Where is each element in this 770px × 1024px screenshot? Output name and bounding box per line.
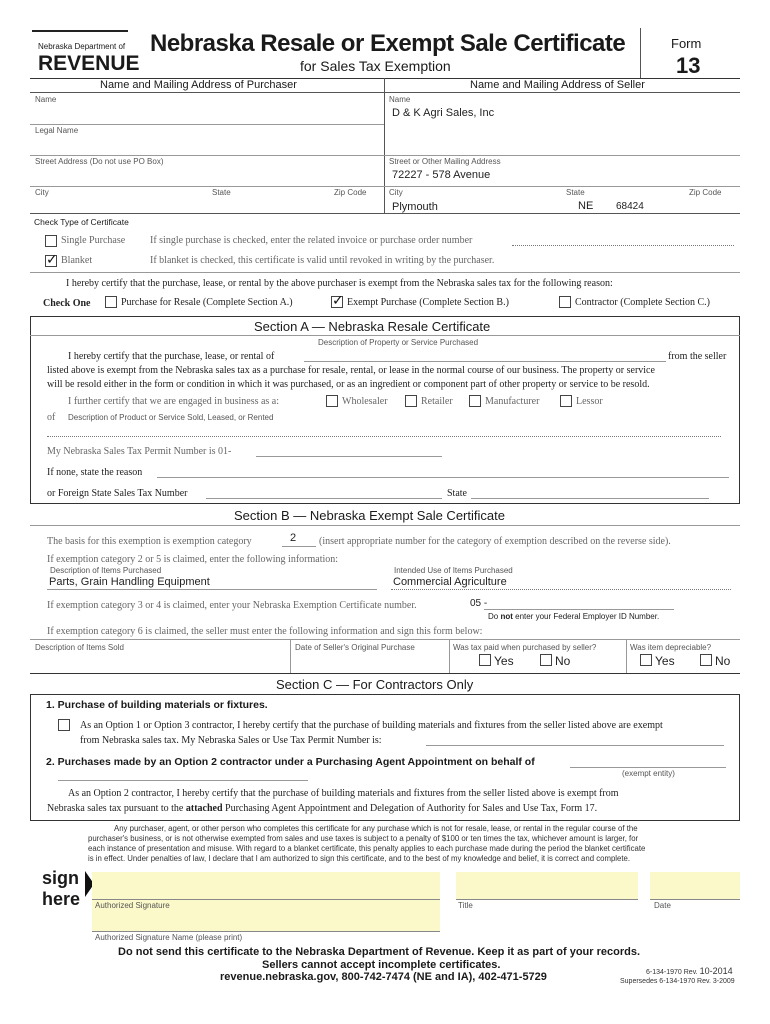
section-a-property-line[interactable] xyxy=(304,361,666,362)
section-a-title-rule xyxy=(30,335,740,336)
purchaser-name-field[interactable] xyxy=(33,104,381,123)
disclaimer-line-4: is in effect. Under penalties of law, I declare that I am authorized to sign this certificate, and to the best of my knowledge and belief, it is correct and complete. xyxy=(88,854,631,863)
supersedes-text: Supersedes 6-134-1970 Rev. 3-2009 xyxy=(620,978,735,985)
sign-word: sign xyxy=(42,868,80,888)
cert-prefix: 05 - xyxy=(470,598,488,609)
tax-paid-no-checkbox[interactable] xyxy=(540,654,552,666)
c1-line1: As an Option 1 or Option 3 contractor, I hereby certify that the purchase of building materials and fixtures from the seller listed above are exempt xyxy=(80,720,663,731)
seller-name-value[interactable]: D & K Agri Sales, Inc xyxy=(392,107,495,119)
title-label: Title xyxy=(458,901,473,910)
exempt-entity-line2[interactable] xyxy=(58,780,308,781)
col-divider-1 xyxy=(290,639,291,673)
purchaser-legal-name-field[interactable] xyxy=(33,135,381,154)
exempt-entity-label: (exempt entity) xyxy=(622,769,675,778)
seller-zip-label: Zip Code xyxy=(689,188,722,197)
address-heading-rule xyxy=(30,92,740,93)
foreign-permit-label: or Foreign State Sales Tax Number xyxy=(47,488,188,499)
section-b-title-rule xyxy=(30,525,740,526)
logo-revenue: REVENUE xyxy=(38,52,140,75)
purchaser-legal-rule xyxy=(30,155,384,156)
fein-note-post: enter your Federal Employer ID Number. xyxy=(512,612,660,621)
contractor-checkbox[interactable] xyxy=(559,296,571,308)
title-field[interactable] xyxy=(456,872,638,899)
tax-paid-yes-checkbox[interactable] xyxy=(479,654,491,666)
purchaser-city-label: City xyxy=(35,188,49,197)
reason-line[interactable] xyxy=(157,477,729,478)
c2-line2-post: Purchasing Agent Appointment and Delegation of Authority for Sales and Use Tax, Form 17. xyxy=(222,803,598,814)
option1-checkbox[interactable] xyxy=(58,719,70,731)
contractor-label: Contractor (Complete Section C.) xyxy=(575,297,710,308)
col-tax-paid: Was tax paid when purchased by seller? xyxy=(453,643,597,652)
seller-name-rule xyxy=(384,155,740,156)
seller-street-label: Street or Other Mailing Address xyxy=(389,157,501,166)
col-items-sold: Description of Items Sold xyxy=(35,643,124,652)
revision-code-text: 6-134-1970 Rev. xyxy=(646,969,698,976)
retailer-checkbox[interactable] xyxy=(405,395,417,407)
single-purchase-text: If single purchase is checked, enter the related invoice or purchase order number xyxy=(150,235,473,246)
title-rule xyxy=(456,899,638,900)
seller-state-label: State xyxy=(566,188,585,197)
section-a-line1-end: from the seller xyxy=(668,351,727,362)
section-a-desc-label: Description of Property or Service Purchased xyxy=(318,338,479,347)
authorized-signature-label: Authorized Signature xyxy=(95,901,170,910)
foreign-state-line[interactable] xyxy=(471,498,709,499)
cat25-line: If exemption category 2 or 5 is claimed, enter the following information: xyxy=(47,554,339,565)
section-a-line1: I hereby certify that the purchase, lease, or rental of xyxy=(68,351,275,362)
cat6-table-bottom xyxy=(30,673,740,674)
lessor-checkbox[interactable] xyxy=(560,395,572,407)
exempt-entity-line[interactable] xyxy=(570,767,726,768)
depreciable-yes-checkbox[interactable] xyxy=(640,654,652,666)
check-one-label: Check One xyxy=(43,298,91,309)
tax-paid-yes-label: Yes xyxy=(494,654,514,668)
intended-use-line xyxy=(391,589,731,590)
col-divider-2 xyxy=(449,639,450,673)
purchaser-state-label: State xyxy=(212,188,231,197)
name-print-label: Authorized Signature Name (please print) xyxy=(95,933,243,942)
basis-value[interactable]: 2 xyxy=(290,532,297,544)
items-purchased-label: Description of Items Purchased xyxy=(50,566,162,575)
revision-code xyxy=(646,966,733,976)
header-divider xyxy=(640,28,641,78)
section-b-title: Section B — Nebraska Exempt Sale Certificate xyxy=(234,508,505,523)
permit-label: My Nebraska Sales Tax Permit Number is 01- xyxy=(47,446,232,457)
purchaser-legal-name-label: Legal Name xyxy=(35,126,79,135)
purchaser-street-field[interactable] xyxy=(33,166,381,185)
purchaser-name-rule xyxy=(30,124,384,125)
footer-line-1: Do not send this certificate to the Nebraska Department of Revenue. Keep it as part of your records. xyxy=(118,946,641,958)
form-subtitle: for Sales Tax Exemption xyxy=(300,58,451,74)
col-date-purchase: Date of Seller's Original Purchase xyxy=(295,643,415,652)
seller-name-label: Name xyxy=(389,95,411,104)
seller-heading: Name and Mailing Address of Seller xyxy=(470,79,645,91)
items-purchased-line xyxy=(47,589,377,590)
c2-line2-bold: attached xyxy=(185,803,223,814)
c1-line2: from Nebraska sales tax. My Nebraska Sales or Use Tax Permit Number is: xyxy=(80,735,382,746)
c2-line1: As an Option 2 contractor, I hereby certify that the purchase of building materials and fixtures from the seller listed above is exempt from xyxy=(68,788,619,799)
footer-line-3: revenue.nebraska.gov, 800-742-7474 (NE and IA), 402-471-5729 xyxy=(220,971,547,983)
fein-note-pre: Do xyxy=(488,612,501,621)
depreciable-no-checkbox[interactable] xyxy=(700,654,712,666)
section-a-line3: will be resold either in the form or condition in which it was purchased, or as an ingredient or component part of other property or service to be resold. xyxy=(47,379,650,390)
resale-checkbox[interactable] xyxy=(105,296,117,308)
permit-number-line[interactable] xyxy=(256,456,442,457)
blanket-checkbox[interactable] xyxy=(45,255,57,267)
form-title: Nebraska Resale or Exempt Sale Certificate xyxy=(150,30,626,57)
further-certify: I further certify that we are engaged in business as a: xyxy=(68,396,280,407)
foreign-permit-line[interactable] xyxy=(206,498,442,499)
section-c-title: Section C — For Contractors Only xyxy=(276,677,474,692)
department-logo xyxy=(32,30,140,76)
logo-dept-line: Nebraska Department of xyxy=(38,42,126,51)
manufacturer-label: Manufacturer xyxy=(485,396,540,407)
form-label: Form xyxy=(671,36,702,51)
cat34-line: If exemption category 3 or 4 is claimed, enter your Nebraska Exemption Certificate number. xyxy=(47,600,417,611)
certificate-type-heading: Check Type of Certificate xyxy=(34,217,129,227)
depreciable-no-label: No xyxy=(715,654,731,668)
cat6-line: If exemption category 6 is claimed, the seller must enter the following information and sign this form below: xyxy=(47,626,483,637)
wholesaler-checkbox[interactable] xyxy=(326,395,338,407)
seller-street-value[interactable]: 72227 - 578 Avenue xyxy=(392,169,491,181)
foreign-state-label: State xyxy=(447,488,467,499)
blanket-label: Blanket xyxy=(61,255,93,266)
disclaimer-block xyxy=(88,824,645,864)
c2-heading: 2. Purchases made by an Option 2 contractor under a Purchasing Agent Appointment on behalf of xyxy=(46,756,535,768)
disclaimer-line-2: purchaser's business, or is not otherwise exempted from sales and use taxes is subject to a penalty of $100 or ten times the tax, whichever amount is larger, for xyxy=(88,834,639,843)
of-desc-label: Description of Product or Service Sold, Leased, or Rented xyxy=(68,413,274,422)
date-label: Date xyxy=(654,901,671,910)
single-purchase-label: Single Purchase xyxy=(61,235,126,246)
intended-use-label: Intended Use of Items Purchased xyxy=(394,566,513,575)
retailer-label: Retailer xyxy=(421,396,453,407)
form-number: 13 xyxy=(676,53,701,78)
date-rule xyxy=(650,899,740,900)
invoice-number-line[interactable] xyxy=(512,245,734,246)
blanket-text: If blanket is checked, this certificate is valid until revoked in writing by the purchaser. xyxy=(150,255,495,266)
purchaser-city-field[interactable] xyxy=(33,197,381,213)
product-desc-line[interactable] xyxy=(47,436,721,437)
section-a-line2: listed above is exempt from the Nebraska sales tax as a purchase for resale, rental, or lease in the normal course of our business. The property or service xyxy=(47,365,655,376)
purchaser-name-label: Name xyxy=(35,95,57,104)
wholesaler-label: Wholesaler xyxy=(342,396,388,407)
seller-city-value[interactable]: Plymouth xyxy=(392,201,438,213)
footer-line-2: Sellers cannot accept incomplete certificates. xyxy=(262,959,501,971)
fein-note xyxy=(488,612,659,621)
lessor-label: Lessor xyxy=(576,396,603,407)
col-depreciable: Was item depreciable? xyxy=(630,643,712,652)
exempt-checkbox[interactable] xyxy=(331,296,343,308)
c2-line2-pre: Nebraska sales tax pursuant to the xyxy=(47,803,186,814)
purchaser-street-rule xyxy=(30,186,384,187)
purchaser-heading: Name and Mailing Address of Purchaser xyxy=(100,79,297,91)
col-divider-3 xyxy=(626,639,627,673)
disclaimer-line-1: Any purchaser, agent, or other person who completes this certificate for any purchase which is not for resale, lease, or rental in the regular course of the xyxy=(114,824,638,833)
date-field[interactable] xyxy=(650,872,740,899)
c2-line2 xyxy=(47,803,597,814)
seller-state-value[interactable]: NE xyxy=(578,200,594,212)
purchaser-zip-label: Zip Code xyxy=(334,188,367,197)
tax-paid-no-label: No xyxy=(555,654,571,668)
revision-date: 10-2014 xyxy=(699,966,733,976)
of-label: of xyxy=(47,412,56,423)
resale-label: Purchase for Resale (Complete Section A.) xyxy=(121,297,293,308)
intended-use-value[interactable]: Commercial Agriculture xyxy=(393,576,507,588)
signature-rule xyxy=(92,899,440,900)
address-bottom-rule xyxy=(30,213,740,214)
basis-label: The basis for this exemption is exemption category xyxy=(47,536,252,547)
cat6-table-top xyxy=(30,639,740,640)
name-print-rule xyxy=(92,931,440,932)
c1-heading: 1. Purchase of building materials or fixtures. xyxy=(46,699,268,711)
purchaser-street-label: Street Address (Do not use PO Box) xyxy=(35,157,164,166)
basis-end: (insert appropriate number for the category of exemption described on the reverse side). xyxy=(319,536,671,547)
reason-label: If none, state the reason xyxy=(47,467,143,478)
seller-street-rule xyxy=(384,186,740,187)
depreciable-yes-label: Yes xyxy=(655,654,675,668)
exemption-cert-line[interactable] xyxy=(484,609,674,610)
manufacturer-checkbox[interactable] xyxy=(469,395,481,407)
exempt-label: Exempt Purchase (Complete Section B.) xyxy=(347,297,509,308)
c1-permit-line[interactable] xyxy=(426,745,724,746)
single-purchase-checkbox[interactable] xyxy=(45,235,57,247)
logo-top-rule xyxy=(32,30,128,32)
basis-line xyxy=(282,546,316,547)
certify-line: I hereby certify that the purchase, lease, or rental by the above purchaser is exempt from the Nebraska sales tax for the following reason: xyxy=(66,278,613,289)
here-word: here xyxy=(42,889,81,909)
seller-zip-value[interactable]: 68424 xyxy=(616,201,644,212)
items-purchased-value[interactable]: Parts, Grain Handling Equipment xyxy=(49,576,210,588)
cert-type-rule xyxy=(30,272,740,273)
address-divider xyxy=(384,78,385,213)
disclaimer-line-3: each instance of presentation and misuse. With regard to a blanket certificate, this penalty applies to each purchase made during the period the blanket certificate xyxy=(88,844,646,853)
fein-note-bold: not xyxy=(500,612,513,621)
section-a-title: Section A — Nebraska Resale Certificate xyxy=(254,319,491,334)
seller-city-label: City xyxy=(389,188,403,197)
